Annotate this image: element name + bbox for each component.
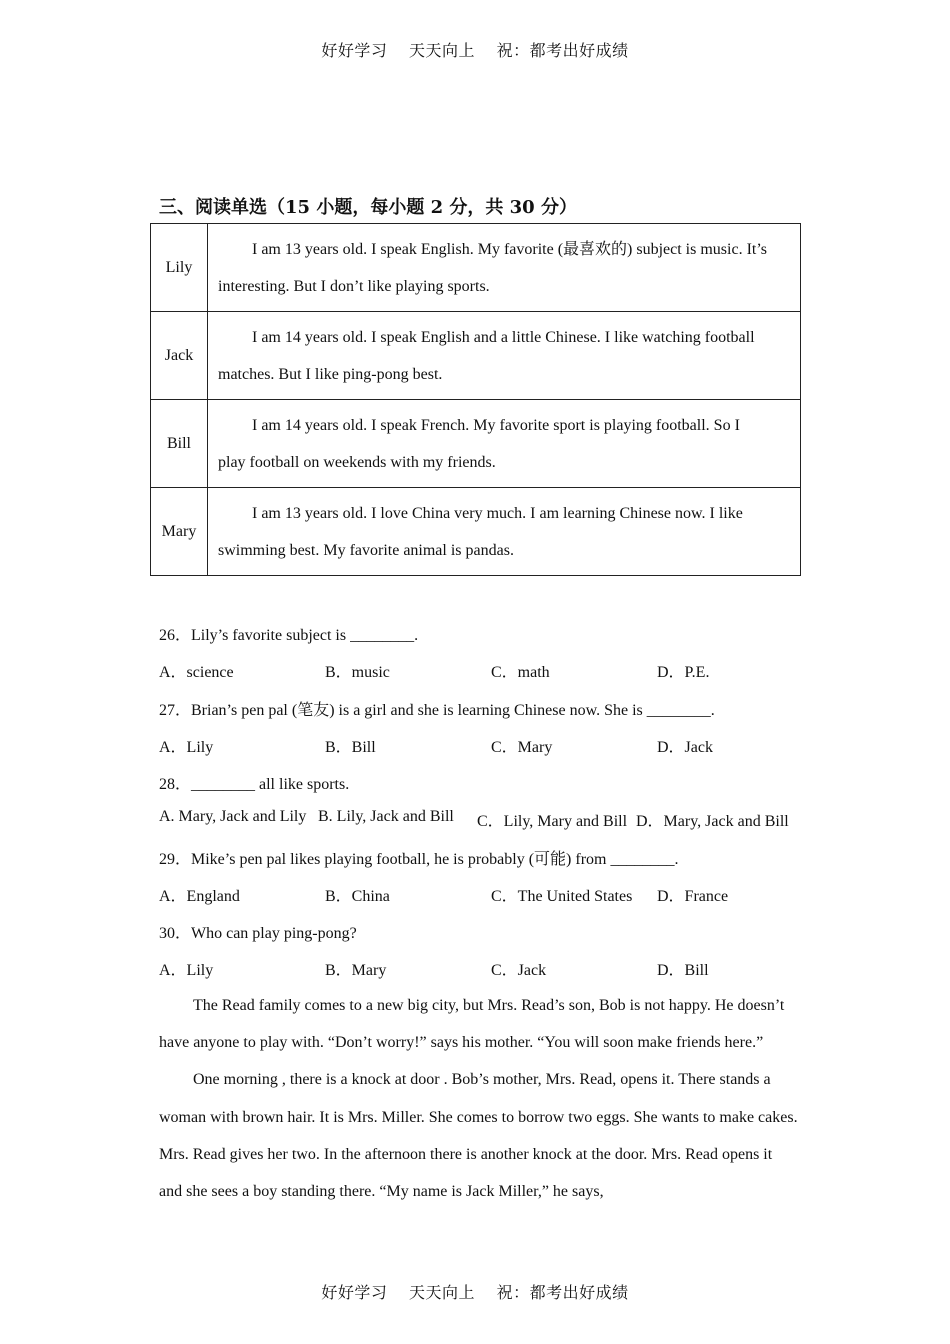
row-description — [208, 224, 801, 312]
question-stem: 30．Who can play ping-pong? — [159, 925, 357, 942]
option: D．Mary, Jack and Bill — [636, 813, 789, 830]
question-stem: 29．Mike’s pen pal likes playing football, he is probably (可能) from ________. — [159, 851, 679, 868]
reading-passage — [159, 987, 799, 1210]
page-header — [0, 38, 950, 61]
option: B. Lily, Jack and Bill — [318, 808, 454, 825]
row-name: Bill — [151, 400, 208, 488]
option: D．France — [657, 888, 729, 905]
option: B．Mary — [325, 962, 387, 979]
option: D．P.E. — [657, 664, 710, 681]
desc-line: matches. But I like ping-pong best. — [218, 365, 443, 383]
desc-line: I am 14 years old. I speak French. My favorite sport is playing football. So I — [252, 416, 740, 434]
option: B．China — [325, 888, 390, 905]
footer-part: 祝：都考出好成绩 — [496, 1283, 629, 1302]
passage-paragraph: The Read family comes to a new big city, but Mrs. Read’s son, Bob is not happy. He doesn’t have anyone to play with. “Don’t worry!” says his mother. “You will soon make friends here.” — [159, 997, 785, 1052]
option: A．Lily — [159, 962, 214, 979]
table-row — [151, 312, 801, 400]
header-part: 天天向上 — [408, 41, 475, 60]
table-row — [151, 224, 801, 312]
footer-part: 好好学习 — [321, 1283, 388, 1302]
option: D．Bill — [657, 962, 709, 979]
passage-paragraph: One morning , there is a knock at door . Bob’s mother, Mrs. Read, opens it. There stands a woman with brown hair. It is Mrs. Miller. She comes to borrow two eggs. She wants to make cakes. Mrs. Read gives her two. In the afternoon there is another knock at the door. Mrs. Read opens it and she sees a boy standing there. “My name is Jack Miller,” he says, — [159, 1071, 798, 1201]
row-name: Mary — [151, 488, 208, 576]
row-description — [208, 488, 801, 576]
option: A．science — [159, 664, 234, 681]
row-description — [208, 312, 801, 400]
page-footer — [0, 1280, 950, 1303]
desc-line: I am 13 years old. I love China very much. I am learning Chinese now. I like — [252, 504, 743, 522]
row-name: Lily — [151, 224, 208, 312]
option: C．The United States — [491, 888, 633, 905]
header-part: 好好学习 — [321, 41, 388, 60]
footer-part: 天天向上 — [408, 1283, 475, 1302]
header-part: 祝：都考出好成绩 — [496, 41, 629, 60]
option: B．Bill — [325, 739, 376, 756]
row-name: Jack — [151, 312, 208, 400]
question-stem: 27．Brian’s pen pal (笔友) is a girl and she is learning Chinese now. She is ________. — [159, 702, 715, 719]
desc-line: swimming best. My favorite animal is pandas. — [218, 541, 514, 559]
table-row — [151, 400, 801, 488]
option: D．Jack — [657, 739, 713, 756]
option: C．Mary — [491, 739, 553, 756]
table-row — [151, 488, 801, 576]
row-description — [208, 400, 801, 488]
option: B．music — [325, 664, 390, 681]
section-title: 三、阅读单选（15 小题，每小题 2 分，共 30 分） — [159, 197, 577, 218]
option: C．Jack — [491, 962, 547, 979]
option: A．Lily — [159, 739, 214, 756]
option: A．England — [159, 888, 240, 905]
question-stem: 28．________ all like sports. — [159, 776, 350, 793]
question-stem: 26．Lily’s favorite subject is ________. — [159, 627, 419, 644]
option: A. Mary, Jack and Lily — [159, 808, 307, 825]
option: C．Lily, Mary and Bill — [477, 813, 628, 830]
profile-table — [150, 223, 801, 576]
desc-line: I am 14 years old. I speak English and a little Chinese. I like watching football — [252, 328, 755, 346]
desc-line: interesting. But I don’t like playing sports. — [218, 277, 490, 295]
desc-line: play football on weekends with my friends. — [218, 453, 496, 471]
option: C．math — [491, 664, 550, 681]
desc-line: I am 13 years old. I speak English. My favorite (最喜欢的) subject is music. It’s — [252, 240, 768, 258]
